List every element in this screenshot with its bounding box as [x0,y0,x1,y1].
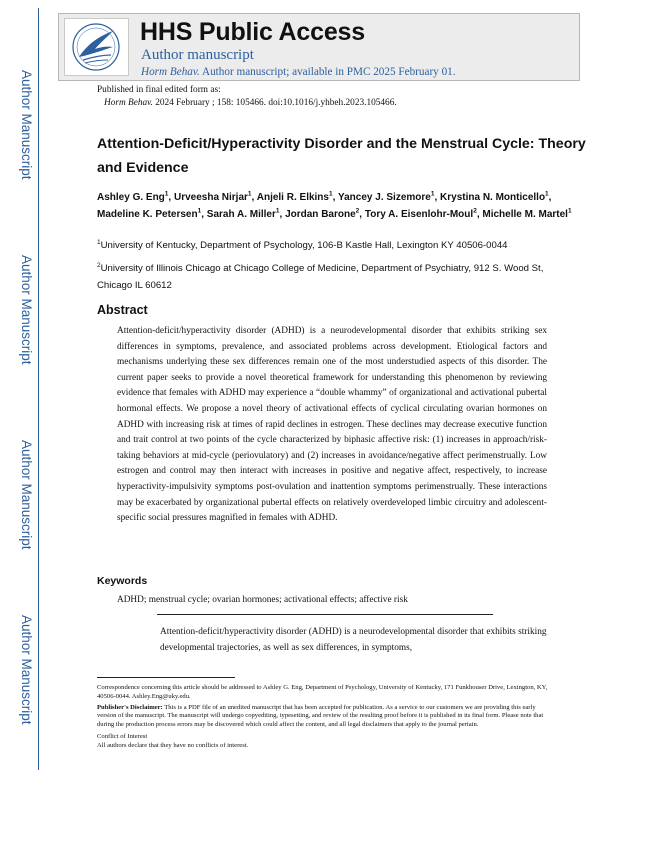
abstract-heading: Abstract [97,303,148,317]
body-intro-paragraph: Attention-deficit/hyperactivity disorder (ADHD) is a neurodevelopmental disorder that exhibits striking developmental trajectories, as well as sex differences, in symptoms, [160,627,547,653]
author: Jordan Barone$^2$ [285,207,360,220]
author: Yancey J. Sizemore$^1$ [338,190,435,203]
disclaimer-text: This is a PDF file of an unedited manuscript that has been accepted for publication. As a service to our customers we are providing this early version of the manuscript. The manuscript will undergo copyediting, typesetting, and review of the resulting proof before it is published in its final form. Please note that during the production process errors may be discovered which could affect the content, and all legal disclaimers that apply to the journal pertain. [97,703,544,729]
hhs-title: HHS Public Access [140,18,365,46]
sidebar-label-author-manuscript: Author Manuscript [19,70,34,180]
author-list: Ashley G. Eng$^1$, Urveesha Nirjar$^1$, Anjeli R. Elkins$^1$, Yancey J. Sizemore$^1$, Krystina N. Monticello$^1$, Madeline K. Petersen$^1$, Sarah A. Miller$^1$, Jordan Barone$^2$, Tory A. Eisenlohr-Moul$^2$, Michelle M. Martel$^1$ [97,190,572,220]
hhs-header [58,13,580,81]
affiliation: $^1$University of Kentucky, Department of Psychology, 106-B Kastle Hall, Lexington KY 40506-0044 [97,238,508,251]
published-label: Published in final edited form as: [97,85,221,95]
author: Ashley G. Eng$^1$ [97,190,169,203]
author: Anjeli R. Elkins$^1$ [256,190,333,203]
journal-name: Horm Behav. [141,66,200,78]
hhs-eagle-logo [64,18,129,76]
availability-line [141,66,456,78]
footnotes [97,684,555,753]
section-divider [157,614,493,615]
publication-info [97,84,397,110]
author-manuscript-subtitle: Author manuscript [141,47,254,63]
author: Urveesha Nirjar$^1$ [173,190,252,203]
citation-details: 2024 February ; 158: 105466. doi:10.1016/j.yhbeh.2023.105466. [152,98,397,108]
conflict-statement: All authors declare that they have no conflicts of interest. [97,741,249,749]
abstract-text: Attention-deficit/hyperactivity disorder (ADHD) is a neurodevelopmental disorder that exhibits striking sex differences in symptoms, prevalence, and associated problems across development. Etiological factors and mechanisms underlying these sex differences remain one of the most understudied aspects of this disorder. The current paper seeks to provide a novel theoretical framework for understanding this phenomenon by reviewing evidence that females with ADHD may experience a “double whammy” of organizational and activational pubertal hormonal effects. We propose a novel theory of activational effects of cyclical circulating ovarian hormones on ADHD with increasing risk at times of rapid declines in estrogen. These declines may decrease executive function and trait control at two points of the cycle characterized by biphasic affective risk: (1) increases in approach/risk-taking behaviors at mid-cycle (periovulatory) and (2) increases in avoidance/negative affect perimenstrually. Low estrogen and control may then interact with increases in positive and negative affect, respectively, to increase hyperactivity-impulsivity symptoms post-ovulation and inattention symptoms perimenstrually. These interactions may be exacerbated by organizational pubertal effects on relatively overdeveloped limbic circuitry and adolescent-specific social pressures magnified in females with ADHD. [117,326,547,524]
author: Michelle M. Martel$^1$ [482,207,572,220]
keywords-heading: Keywords [97,575,148,587]
sidebar-label-author-manuscript: Author Manuscript [19,440,34,550]
footnote-divider [97,677,235,678]
keywords-list: ADHD; menstrual cycle; ovarian hormones; activational effects; affective risk [117,595,408,605]
hhs-eagle-icon [65,19,128,75]
correspondence-note: Correspondence concerning this article should be addressed to Ashley G. Eng, Department of Psychology, University of Kentucky, 171 Funkhouser Drive, Lexington, KY, 40506-0044. Ashley.Eng@uky.edu. [97,684,548,700]
sidebar-label-author-manuscript: Author Manuscript [19,255,34,365]
conflict-heading: Conflict of Interest [97,732,148,740]
disclaimer-label: Publisher's Disclaimer: [97,703,163,711]
availability-text: Author manuscript; available in PMC 2025 February 01. [199,66,456,78]
publisher-disclaimer [97,704,555,730]
affiliation: $^2$University of Illinois Chicago at Chicago College of Medicine, Department of Psychiatry, 912 S. Wood St, Chicago IL 60612 [97,261,544,291]
author: Sarah A. Miller$^1$ [206,207,280,220]
author: Madeline K. Petersen$^1$ [97,207,202,220]
article-title: Attention-Deficit/Hyperactivity Disorder and the Menstrual Cycle: Theory and Evidence [97,136,586,176]
author: Krystina N. Monticello$^1$ [440,190,549,203]
citation-journal: Horm Behav. [104,98,153,108]
citation-line [97,97,397,110]
sidebar-divider [38,8,39,770]
author: Tory A. Eisenlohr-Moul$^2$ [364,207,477,220]
sidebar-label-author-manuscript: Author Manuscript [19,615,34,725]
